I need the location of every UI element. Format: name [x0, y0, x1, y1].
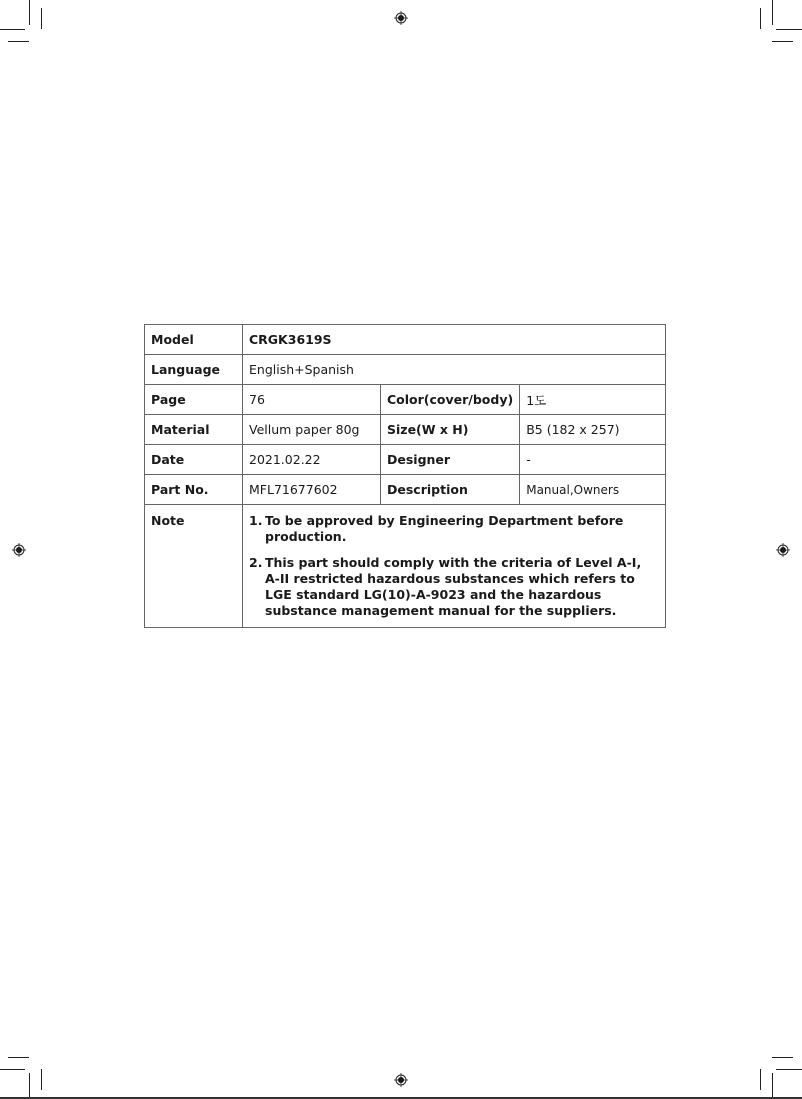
size-label: Size(W x H)	[381, 415, 520, 445]
crop-mark-bottom-left-h2	[0, 1069, 25, 1070]
row-language	[145, 355, 666, 385]
crop-mark-top-right-h1	[776, 29, 802, 30]
model-label: Model	[145, 325, 243, 355]
date-label: Date	[145, 445, 243, 475]
model-value: CRGK3619S	[243, 325, 666, 355]
part-no-value: MFL71677602	[243, 475, 381, 505]
crop-mark-bottom-left-v1	[29, 1073, 30, 1099]
language-value: English+Spanish	[243, 355, 666, 385]
designer-value: -	[520, 445, 666, 475]
crop-mark-top-left-h2	[8, 41, 29, 42]
color-label: Color(cover/body)	[381, 385, 520, 415]
note-item-1-text: To be approved by Engineering Department before production.	[265, 513, 624, 544]
row-model	[145, 325, 666, 355]
crop-mark-bottom-right-h2	[776, 1069, 802, 1070]
crop-mark-top-right-v2	[772, 0, 773, 25]
page-label: Page	[145, 385, 243, 415]
note-item-2-number: 2.	[249, 555, 263, 570]
note-item-2-text: This part should comply with the criteria of Level A-I, A-II restricted hazardous substances which refers to LGE standard LG(10)-A-9023 and the hazardous substance management manual for the suppliers.	[265, 555, 642, 618]
crop-mark-top-left-v2	[41, 8, 42, 29]
crop-mark-bottom-right-h1	[772, 1057, 793, 1058]
crop-mark-top-left-v1	[29, 0, 30, 25]
size-value: B5 (182 x 257)	[520, 415, 666, 445]
note-label: Note	[145, 505, 243, 628]
row-page	[145, 385, 666, 415]
crosshair-registration-icon-right	[776, 543, 790, 557]
note-item-2	[249, 555, 659, 619]
crop-mark-top-left-h1	[0, 29, 25, 30]
spec-table	[144, 324, 666, 628]
description-value: Manual,Owners	[520, 475, 666, 505]
material-value: Vellum paper 80g	[243, 415, 381, 445]
material-label: Material	[145, 415, 243, 445]
crosshair-registration-icon-bottom	[394, 1073, 408, 1087]
part-no-label: Part No.	[145, 475, 243, 505]
crop-mark-top-right-h2	[772, 41, 793, 42]
language-label: Language	[145, 355, 243, 385]
note-item-1	[249, 513, 659, 545]
crop-mark-bottom-right-v2	[772, 1073, 773, 1099]
note-content	[243, 505, 666, 628]
color-value: 1도	[520, 385, 666, 415]
row-date	[145, 445, 666, 475]
description-label: Description	[381, 475, 520, 505]
crop-mark-bottom-left-v2	[41, 1069, 42, 1090]
row-material	[145, 415, 666, 445]
designer-label: Designer	[381, 445, 520, 475]
row-part-no	[145, 475, 666, 505]
crop-mark-top-right-v1	[760, 8, 761, 29]
row-note	[145, 505, 666, 628]
note-item-1-number: 1.	[249, 513, 263, 528]
crosshair-registration-icon-top	[394, 11, 408, 25]
page-value: 76	[243, 385, 381, 415]
date-value: 2021.02.22	[243, 445, 381, 475]
crosshair-registration-icon-left	[12, 543, 26, 557]
crop-mark-bottom-right-v1	[760, 1069, 761, 1090]
crop-mark-bottom-left-h1	[8, 1057, 29, 1058]
